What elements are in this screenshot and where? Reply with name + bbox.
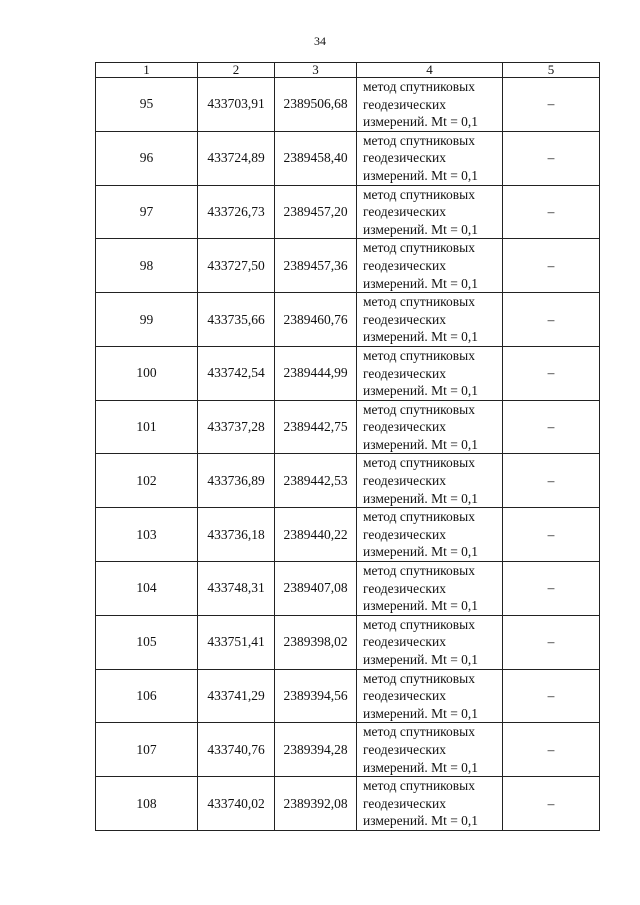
method-line: метод спутниковых — [363, 240, 475, 256]
y-coordinate-cell: 2389442,53 — [275, 454, 357, 508]
table-row — [96, 400, 600, 454]
y-coordinate-cell: 2389442,75 — [275, 400, 357, 454]
method-line: геодезических — [363, 688, 446, 704]
method-cell — [357, 454, 503, 508]
y-coordinate-cell: 2389506,68 — [275, 78, 357, 132]
x-coordinate-cell: 433724,89 — [198, 131, 275, 185]
table-body — [96, 78, 600, 831]
point-number-cell: 101 — [96, 400, 198, 454]
y-coordinate-cell: 2389458,40 — [275, 131, 357, 185]
table-row — [96, 346, 600, 400]
method-line: метод спутниковых — [363, 186, 475, 202]
method-line: измерений. Mt = 0,1 — [363, 329, 479, 345]
point-number-cell: 95 — [96, 78, 198, 132]
table-row — [96, 669, 600, 723]
x-coordinate-cell: 433737,28 — [198, 400, 275, 454]
note-cell: – — [503, 78, 600, 132]
table-row — [96, 131, 600, 185]
point-number-cell: 97 — [96, 185, 198, 239]
note-cell: – — [503, 346, 600, 400]
method-line: геодезических — [363, 580, 446, 596]
method-line: метод спутниковых — [363, 294, 475, 310]
note-cell: – — [503, 508, 600, 562]
x-coordinate-cell: 433740,02 — [198, 777, 275, 831]
method-line: измерений. Mt = 0,1 — [363, 167, 479, 183]
method-line: измерений. Mt = 0,1 — [363, 436, 479, 452]
method-cell — [357, 293, 503, 347]
x-coordinate-cell: 433736,89 — [198, 454, 275, 508]
table-row — [96, 185, 600, 239]
point-number-cell: 100 — [96, 346, 198, 400]
point-number-cell: 103 — [96, 508, 198, 562]
method-line: метод спутниковых — [363, 670, 475, 686]
column-header-4: 4 — [357, 63, 503, 78]
column-header-5: 5 — [503, 63, 600, 78]
point-number-cell: 99 — [96, 293, 198, 347]
note-cell: – — [503, 562, 600, 616]
method-cell — [357, 669, 503, 723]
table-row — [96, 78, 600, 132]
y-coordinate-cell: 2389440,22 — [275, 508, 357, 562]
method-line: измерений. Mt = 0,1 — [363, 598, 479, 614]
note-cell: – — [503, 293, 600, 347]
y-coordinate-cell: 2389394,28 — [275, 723, 357, 777]
table-row — [96, 293, 600, 347]
point-number-cell: 106 — [96, 669, 198, 723]
y-coordinate-cell: 2389392,08 — [275, 777, 357, 831]
method-line: метод спутниковых — [363, 132, 475, 148]
method-line: измерений. Mt = 0,1 — [363, 652, 479, 667]
method-line: измерений. Mt = 0,1 — [363, 759, 479, 775]
coordinates-table — [95, 62, 600, 831]
note-cell: – — [503, 615, 600, 669]
note-cell: – — [503, 777, 600, 831]
method-cell — [357, 723, 503, 777]
point-number-cell: 108 — [96, 777, 198, 831]
point-number-cell: 96 — [96, 131, 198, 185]
x-coordinate-cell: 433748,31 — [198, 562, 275, 616]
method-line: геодезических — [363, 311, 446, 327]
table-row — [96, 454, 600, 508]
method-line: геодезических — [363, 741, 446, 757]
y-coordinate-cell: 2389444,99 — [275, 346, 357, 400]
column-header-2: 2 — [198, 63, 275, 78]
table-row — [96, 508, 600, 562]
method-line: метод спутниковых — [363, 724, 475, 740]
method-cell — [357, 400, 503, 454]
table-header — [96, 63, 600, 78]
column-header-3: 3 — [275, 63, 357, 78]
point-number-cell: 104 — [96, 562, 198, 616]
page-number: 34 — [314, 34, 326, 48]
method-cell — [357, 562, 503, 616]
method-line: метод спутниковых — [363, 79, 475, 94]
method-line: геодезических — [363, 795, 446, 811]
method-cell — [357, 777, 503, 831]
method-line: измерений. Mt = 0,1 — [363, 544, 479, 560]
y-coordinate-cell: 2389460,76 — [275, 293, 357, 347]
note-cell: – — [503, 454, 600, 508]
method-line: геодезических — [363, 473, 446, 489]
x-coordinate-cell: 433741,29 — [198, 669, 275, 723]
note-cell: – — [503, 723, 600, 777]
table-row — [96, 777, 600, 831]
column-header-1: 1 — [96, 63, 198, 78]
y-coordinate-cell: 2389457,20 — [275, 185, 357, 239]
method-line: измерений. Mt = 0,1 — [363, 490, 479, 506]
x-coordinate-cell: 433751,41 — [198, 615, 275, 669]
point-number-cell: 105 — [96, 615, 198, 669]
method-line: измерений. Mt = 0,1 — [363, 383, 479, 399]
method-line: геодезических — [363, 257, 446, 273]
x-coordinate-cell: 433726,73 — [198, 185, 275, 239]
method-line: метод спутниковых — [363, 455, 475, 471]
note-cell: – — [503, 185, 600, 239]
x-coordinate-cell: 433727,50 — [198, 239, 275, 293]
note-cell: – — [503, 669, 600, 723]
method-line: измерений. Mt = 0,1 — [363, 813, 479, 829]
method-line: метод спутниковых — [363, 563, 475, 579]
table-row — [96, 562, 600, 616]
method-cell — [357, 185, 503, 239]
method-line: измерений. Mt = 0,1 — [363, 114, 479, 130]
point-number-cell: 102 — [96, 454, 198, 508]
point-number-cell: 107 — [96, 723, 198, 777]
method-cell — [357, 131, 503, 185]
x-coordinate-cell: 433703,91 — [198, 78, 275, 132]
table-row — [96, 239, 600, 293]
table-row — [96, 615, 600, 669]
method-line: метод спутниковых — [363, 778, 475, 794]
method-cell — [357, 239, 503, 293]
y-coordinate-cell: 2389398,02 — [275, 615, 357, 669]
method-cell — [357, 78, 503, 132]
method-line: геодезических — [363, 634, 446, 650]
method-line: геодезических — [363, 150, 446, 166]
method-line: метод спутниковых — [363, 616, 475, 632]
method-cell — [357, 508, 503, 562]
method-cell — [357, 615, 503, 669]
y-coordinate-cell: 2389457,36 — [275, 239, 357, 293]
header-row — [96, 63, 600, 78]
y-coordinate-cell: 2389407,08 — [275, 562, 357, 616]
method-line: метод спутниковых — [363, 509, 475, 525]
method-line: метод спутниковых — [363, 347, 475, 363]
point-number-cell: 98 — [96, 239, 198, 293]
table-row — [96, 723, 600, 777]
x-coordinate-cell: 433736,18 — [198, 508, 275, 562]
method-line: метод спутниковых — [363, 401, 475, 417]
method-line: геодезических — [363, 365, 446, 381]
x-coordinate-cell: 433735,66 — [198, 293, 275, 347]
method-line: измерений. Mt = 0,1 — [363, 221, 479, 237]
method-line: геодезических — [363, 96, 446, 112]
note-cell: – — [503, 400, 600, 454]
method-cell — [357, 346, 503, 400]
method-line: геодезических — [363, 204, 446, 220]
note-cell: – — [503, 239, 600, 293]
note-cell: – — [503, 131, 600, 185]
x-coordinate-cell: 433740,76 — [198, 723, 275, 777]
method-line: геодезических — [363, 419, 446, 435]
x-coordinate-cell: 433742,54 — [198, 346, 275, 400]
y-coordinate-cell: 2389394,56 — [275, 669, 357, 723]
method-line: геодезических — [363, 526, 446, 542]
method-line: измерений. Mt = 0,1 — [363, 275, 479, 291]
method-line: измерений. Mt = 0,1 — [363, 705, 479, 721]
